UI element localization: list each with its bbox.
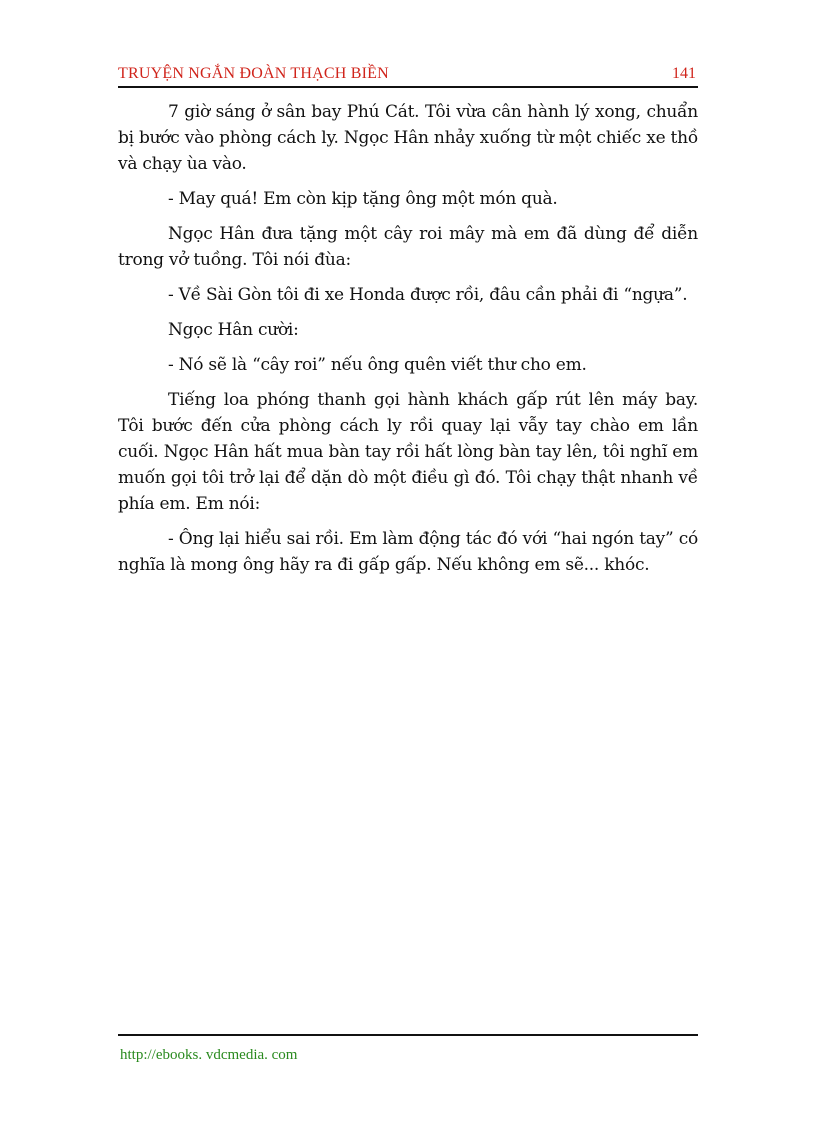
paragraph-1: 7 giờ sáng ở sân bay Phú Cát. Tôi vừa cân hành lý xong, chuẩn bị bước vào phòng cách ly. Ngọc Hân nhảy xuống từ một chiếc xe thồ và chạy ùa vào. [118,102,698,174]
paragraph-3: Ngọc Hân đưa tặng một cây roi mây mà em đã dùng để diễn trong vở tuồng. Tôi nói đùa: [118,224,698,270]
book-title: TRUYỆN NGẮN ĐOÀN THẠCH BIỀN [118,65,389,82]
paragraph-5: Ngọc Hân cười: [168,320,299,340]
paragraph-7: Tiếng loa phóng thanh gọi hành khách gấp rút lên máy bay. Tôi bước đến cửa phòng cách ly rồi quay lại vẫy tay chào em lần cuối. Ngọc Hân hất mua bàn tay rồi hất lòng bàn tay lên, tôi nghĩ em muốn gọi tôi trở lại để dặn dò một điều gì đó. Tôi chạy thật nhanh về phía em. Em nói: [118,390,698,514]
footer-website-link[interactable]: http://ebooks. vdcmedia. com [120,1047,298,1063]
paragraph-6: - Nó sẽ là “cây roi” nếu ông quên viết thư cho em. [168,355,587,375]
page-header [118,64,698,88]
page-number: 141 [672,65,696,82]
paragraph-8: - Ông lại hiểu sai rồi. Em làm động tác đó với “hai ngón tay” có nghĩa là mong ông hãy ra đi gấp gấp. Nếu không em sẽ... khóc. [118,529,698,575]
paragraph-4: - Về Sài Gòn tôi đi xe Honda được rồi, đâu cần phải đi “ngựa”. [168,285,688,305]
page-footer [118,1034,698,1063]
book-page [118,0,698,1123]
story-text [118,99,698,587]
paragraph-2: - May quá! Em còn kịp tặng ông một món quà. [168,189,558,209]
